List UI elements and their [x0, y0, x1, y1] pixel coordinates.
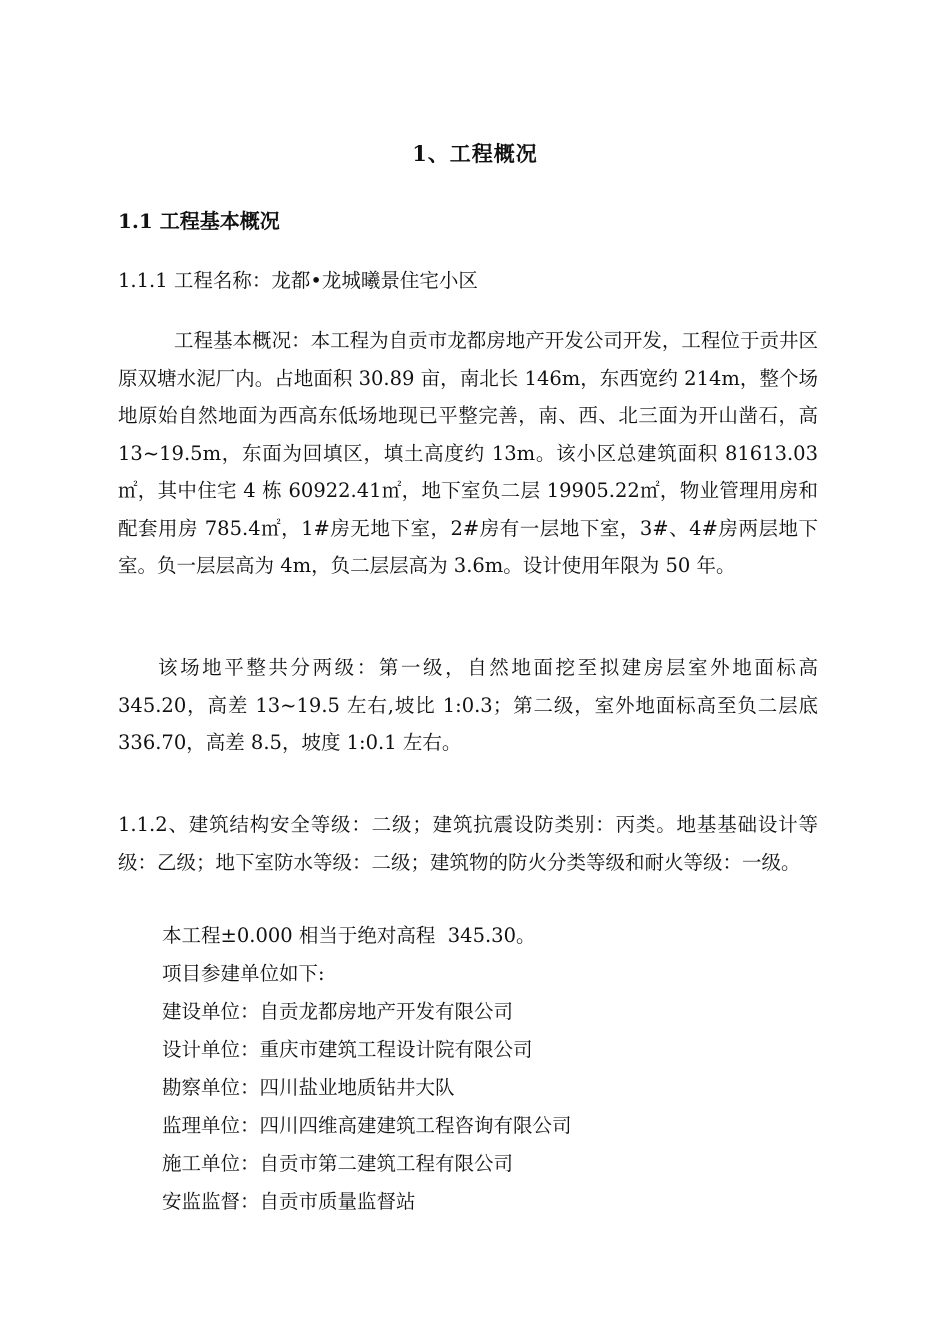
unit-line: [162, 1112, 572, 1140]
unit-role: 施工单位：: [162, 1152, 260, 1175]
unit-role: 设计单位：: [162, 1038, 260, 1061]
unit-role: 勘察单位：: [162, 1076, 260, 1099]
unit-line: [162, 1188, 416, 1216]
unit-name: 自贡市第二建筑工程有限公司: [259, 1152, 514, 1175]
unit-name: 自贡龙都房地产开发有限公司: [259, 1000, 514, 1023]
project-name-line: 1.1.1 工程名称：龙都•龙城曦景住宅小区: [118, 269, 478, 292]
unit-line: [162, 998, 513, 1026]
site-grading-paragraph: 该场地平整共分两级：第一级，自然地面挖至拟建房层室外地面标高 345.20，高差 13~19.5 左右,坡比 1:0.3；第二级，室外地面标高至负二层底 336.70，高差 8.5，坡度 1:0.1 左右。: [118, 656, 818, 754]
unit-role: 安监监督：: [162, 1190, 260, 1213]
unit-line: [162, 1036, 533, 1064]
page-title: 1、工程概况: [412, 141, 538, 166]
section-heading: 1.1 工程基本概况: [118, 209, 280, 233]
unit-name: 四川盐业地质钻井大队: [259, 1076, 455, 1099]
unit-role: 监理单位：: [162, 1114, 260, 1137]
elevation-line: 本工程±0.000 相当于绝对高程 345.30。: [162, 924, 536, 947]
unit-role: 建设单位：: [162, 1000, 260, 1023]
overview-paragraph: 工程基本概况：本工程为自贡市龙都房地产开发公司开发，工程位于贡井区原双塘水泥厂内。占地面积 30.89 亩，南北长 146m，东西宽约 214m，整个场地原始自然地面为西高东低场地现已平整完善，南、西、北三面为开山凿石，高 13~19.5m，东面为回填区，填土高度约 13m。该小区总建筑面积 81613.03㎡，其中住宅 4 栋 60922.41㎡，地下室负二层 19905.22㎡，物业管理用房和配套用房 785.4㎡，1#房无地下室，2#房有一层地下室，3#、4#房两层地下室。负一层层高为 4m，负二层层高为 3.6m。设计使用年限为 50 年。: [118, 329, 818, 577]
units-intro: 项目参建单位如下:: [162, 962, 325, 985]
unit-line: [162, 1074, 455, 1102]
unit-name: 自贡市质量监督站: [259, 1190, 416, 1213]
unit-name: 四川四维高建建筑工程咨询有限公司: [259, 1114, 572, 1137]
unit-line: [162, 1150, 513, 1178]
unit-name: 重庆市建筑工程设计院有限公司: [259, 1038, 533, 1061]
grade-paragraph: 1.1.2、建筑结构安全等级：二级；建筑抗震设防类别：丙类。地基基础设计等级：乙级；地下室防水等级：二级；建筑物的防火分类等级和耐火等级：一级。: [118, 813, 818, 874]
